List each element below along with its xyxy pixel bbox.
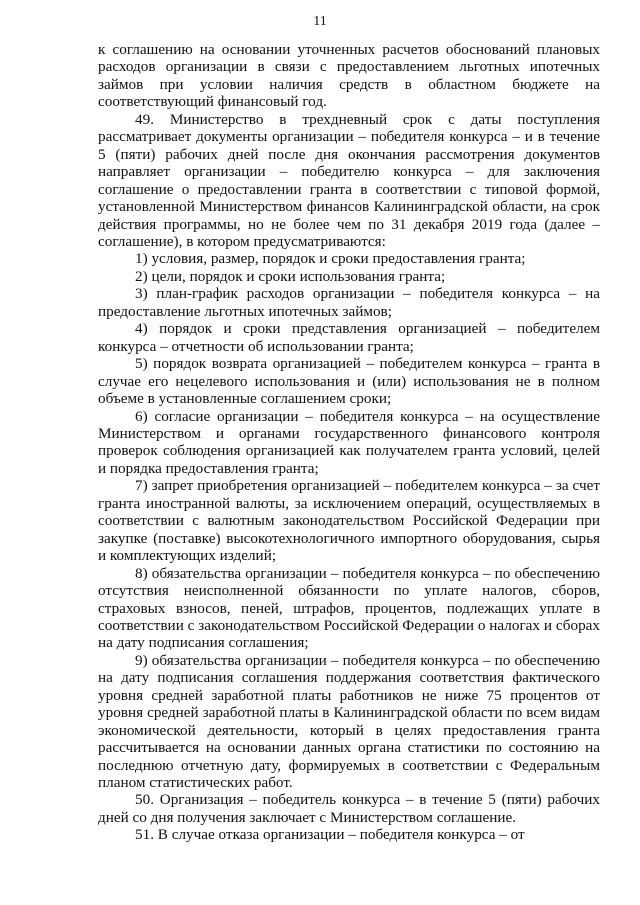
paragraph-continuation: к соглашению на основании уточненных расчетов обоснований плановых расходов организации в связи с предоставлением льготных ипотечных займов при условии наличия средств в областном бюджете на соответствующий финансовый год. xyxy=(98,41,600,111)
list-item-4: 4) порядок и сроки представления организацией – победителем конкурса – отчетности об использовании гранта; xyxy=(98,320,600,355)
list-item-1: 1) условия, размер, порядок и сроки предоставления гранта; xyxy=(135,250,526,268)
paragraph-50: 50. Организация – победитель конкурса – в течение 5 (пяти) рабочих дней со дня получения заключает с Министерством соглашение. xyxy=(98,791,600,826)
list-item-6: 6) согласие организации – победителя конкурса – на осуществление Министерством и органами государственного финансового контроля проверок соблюдения организацией как получателем гранта условий, целей и порядка предоставления гранта; xyxy=(98,407,600,477)
paragraph-49: 49. Министерство в трехдневный срок с даты поступления рассматривает документы организации – победителя конкурса – и в течение 5 (пяти) рабочих дней после дня окончания рассмотрения документов направляет организации – победителю конкурса – для заключения соглашение о предоставлении гранта в соответствии с типовой формой, установленной Министерством финансов Калининградской области, на срок действия программы, но не более чем по 31 декабря 2019 года (далее – соглашение), в котором предусматриваются: xyxy=(98,110,600,250)
list-item-7: 7) запрет приобретения организацией – победителем конкурса – за счет гранта иностранной валюты, за исключением операций, осуществляемых в соответствии с валютным законодательством Российской Федерации при закупке (поставке) высокотехнологичного импортного оборудования, сырья и комплектующих изделий; xyxy=(98,477,600,565)
list-item-5: 5) порядок возврата организацией – победителем конкурса – гранта в случае его нецелевого использования и (или) использования не в полном объеме в установленные соглашением сроки; xyxy=(98,355,600,408)
list-item-2: 2) цели, порядок и сроки использования гранта; xyxy=(135,267,446,285)
list-item-8: 8) обязательства организации – победителя конкурса – по обеспечению отсутствия неисполненной обязанности по уплате налогов, сборов, страховых взносов, пеней, штрафов, процентов, подлежащих уплате в соответствии с законодательством Российской Федерации о налогах и сборах на дату подписания соглашения; xyxy=(98,564,600,652)
page-number: 11 xyxy=(313,14,327,29)
document-body xyxy=(98,41,600,844)
list-item-3: 3) план-график расходов организации – победителя конкурса – на предоставление льготных ипотечных займов; xyxy=(98,285,600,320)
paragraph-51: 51. В случае отказа организации – победителя конкурса – от xyxy=(135,826,525,844)
list-item-9: 9) обязательства организации – победителя конкурса – по обеспечению на дату подписания соглашения поддержания соответствия фактического уровня средней заработной платы работников не ниже 75 процентов от уровня средней заработной платы в Калининградской области по всем видам экономической деятельности, который в целях предоставления гранта рассчитывается на основании данных органа статистики по состоянию на последнюю отчетную дату, формируемых в соответствии с Федеральным планом статистических работ. xyxy=(98,651,600,792)
